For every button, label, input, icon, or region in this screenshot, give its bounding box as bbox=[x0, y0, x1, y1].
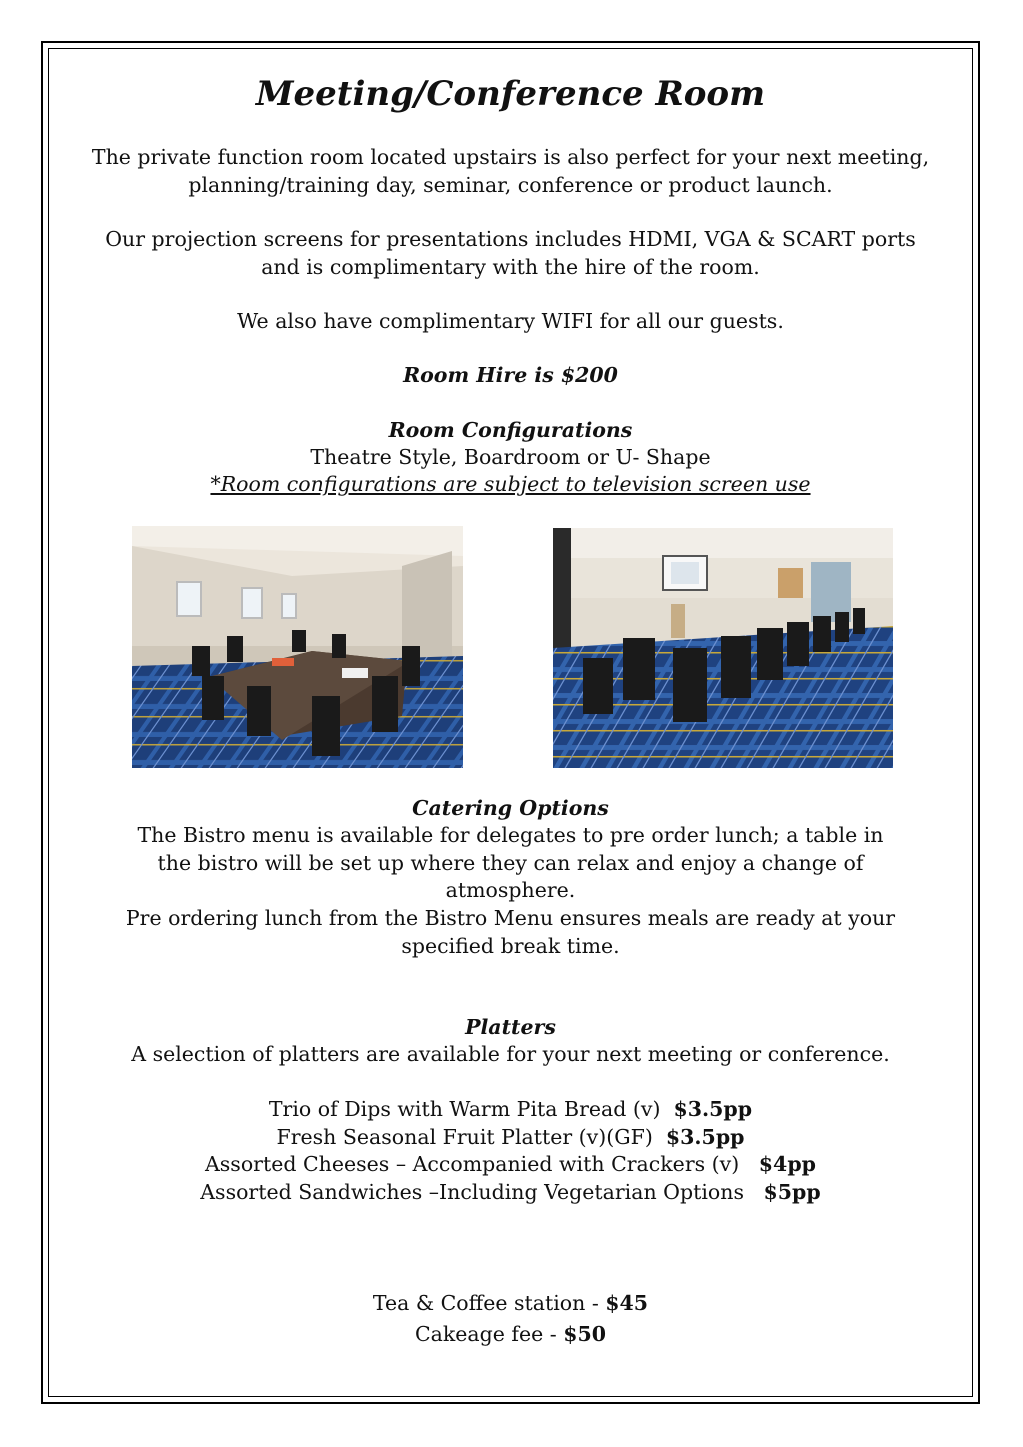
platter-name: Assorted Sandwiches –Including Vegetarian Options bbox=[200, 1179, 744, 1204]
list-item bbox=[90, 1151, 931, 1179]
extra-price: $50 bbox=[563, 1322, 607, 1346]
extra-name: Cakeage fee - bbox=[414, 1322, 564, 1346]
platters-list bbox=[90, 1096, 931, 1206]
room-configurations-styles: Theatre Style, Boardroom or U- Shape bbox=[310, 445, 711, 469]
platter-price: $4pp bbox=[758, 1152, 816, 1176]
intro-paragraph-3: We also have complimentary WIFI for all our guests. bbox=[237, 309, 784, 333]
extras-list bbox=[90, 1288, 931, 1350]
platter-name: Fresh Seasonal Fruit Platter (v)(GF) bbox=[276, 1124, 653, 1149]
document-content bbox=[50, 50, 971, 1395]
intro-paragraph-2: Our projection screens for presentations includes HDMI, VGA & SCART ports and is complimentary with the hire of the room. bbox=[105, 227, 916, 279]
list-item bbox=[90, 1179, 931, 1207]
platters-heading: Platters bbox=[465, 1015, 556, 1039]
platter-price: $3.5pp bbox=[665, 1124, 745, 1149]
platter-price: $5pp bbox=[763, 1179, 821, 1204]
list-item bbox=[90, 1096, 931, 1124]
intro-paragraph-1: The private function room located upstairs is also perfect for your next meeting, planning/training day, seminar, conference or product launch. bbox=[91, 145, 930, 197]
platter-name: Assorted Cheeses – Accompanied with Crackers (v) bbox=[204, 1152, 740, 1176]
page-title: Meeting/Conference Room bbox=[255, 74, 766, 114]
catering-paragraph-1: The Bistro menu is available for delegates to pre order lunch; a table in the bistro will be set up where they can relax and enjoy a change of atmosphere. bbox=[137, 823, 884, 902]
room-configurations-note: *Room configurations are subject to television screen use bbox=[210, 472, 811, 496]
room-configurations-note-line bbox=[90, 471, 931, 499]
list-item bbox=[90, 1288, 931, 1319]
list-item bbox=[90, 1319, 931, 1350]
list-item bbox=[90, 1124, 931, 1152]
theatre-style-photo bbox=[553, 528, 893, 768]
catering-heading: Catering Options bbox=[412, 796, 609, 820]
catering-paragraph-2: Pre ordering lunch from the Bistro Menu ensures meals are ready at your specified break time. bbox=[125, 906, 896, 958]
platters-intro: A selection of platters are available for your next meeting or conference. bbox=[131, 1042, 890, 1066]
extra-name: Tea & Coffee station - bbox=[372, 1291, 606, 1315]
boardroom-photo bbox=[132, 526, 463, 768]
platter-name: Trio of Dips with Warm Pita Bread (v) bbox=[268, 1097, 661, 1121]
extra-price: $45 bbox=[605, 1291, 649, 1315]
platter-price: $3.5pp bbox=[673, 1097, 753, 1121]
room-hire-price: Room Hire is $200 bbox=[403, 363, 618, 387]
room-configurations-heading: Room Configurations bbox=[388, 418, 633, 442]
